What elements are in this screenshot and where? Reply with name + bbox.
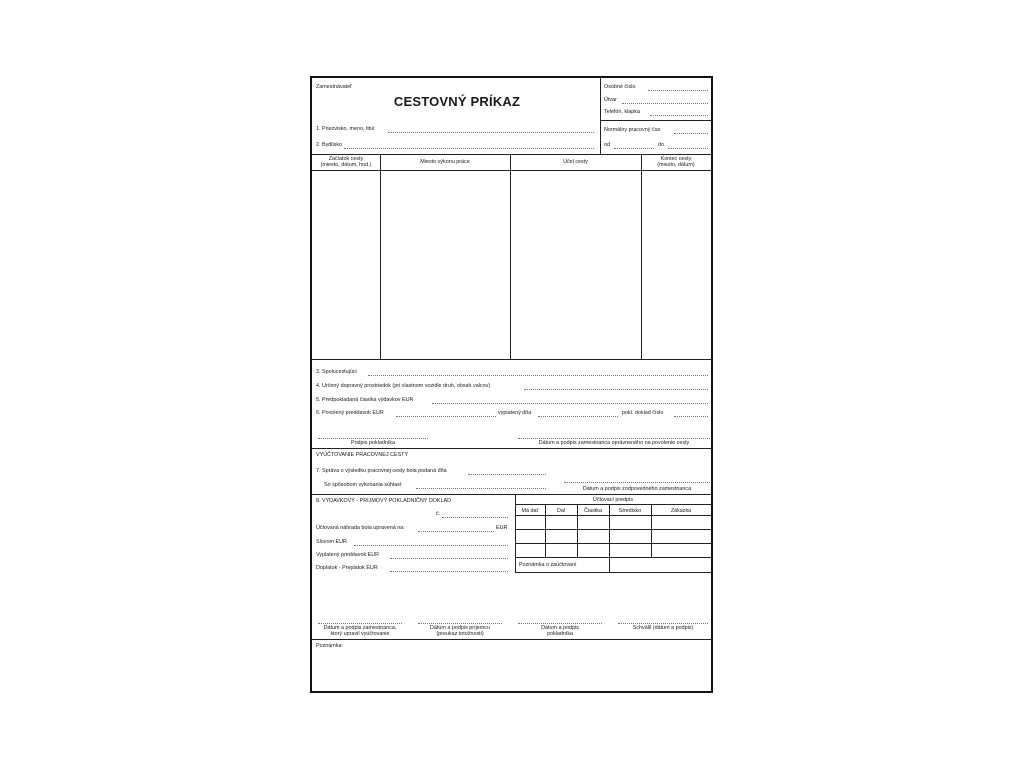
sig-2-line1: Dátum a podpis príjemcu — [430, 625, 490, 631]
authorized-signature-label: Dátum a podpis zamestnanca oprávneného na povolenie cesty — [538, 440, 690, 446]
in-words-label: Slovom EUR — [316, 539, 347, 545]
travel-order-form — [310, 76, 713, 693]
surcharge-label: Doplatok - Preplatok EUR — [316, 565, 378, 571]
acc-note-label: Poznámka o zaúčtovaní — [519, 562, 577, 568]
cash-doc-heading: 8. VÝDAVKOVÝ - PRÍJMOVÝ POKLADNIČNÝ DOKLAD — [316, 498, 451, 504]
trip-purpose-header: Účel cesty — [563, 159, 588, 165]
cash-doc-number-label: pokl. doklad číslo — [622, 410, 664, 416]
trip-start-cell[interactable] — [313, 171, 379, 358]
working-time-label: Normálny pracovný čas — [604, 127, 661, 133]
personal-number-label: Osobné číslo — [604, 84, 636, 90]
cashier-signature-line[interactable] — [318, 438, 428, 439]
field-3-line[interactable] — [368, 375, 708, 376]
trip-start-header: Začiatok cesty — [328, 156, 364, 162]
responsible-signature-label: Dátum a podpis zodpovedného zamestnanca — [582, 486, 692, 492]
sig-line-3[interactable] — [518, 623, 602, 624]
sig-line-1[interactable] — [318, 623, 402, 624]
paid-on-label: vyplatený dňa — [498, 410, 532, 416]
sig-3-line1: Dátum a podpis — [541, 625, 579, 631]
authorized-signature-line[interactable] — [518, 438, 710, 439]
field-4-label: 4. Určený dopravný prostriedok (pri vlastnom vozidle druh, obsah valcov) — [316, 383, 491, 389]
cash-doc-no-line[interactable] — [442, 517, 508, 518]
settled-label: Účtovaná náhrada bola upravená na: — [316, 525, 405, 531]
cash-doc-number-prefix: č. — [436, 511, 441, 517]
form-title: CESTOVNÝ PRÍKAZ — [393, 94, 521, 109]
from-label: od — [604, 142, 610, 148]
acc-row-5 — [515, 572, 711, 573]
note-top — [312, 639, 711, 640]
settled-line[interactable] — [418, 531, 494, 532]
advance-paid-line[interactable] — [390, 558, 508, 559]
field-5-line[interactable] — [432, 403, 708, 404]
header-divider — [600, 78, 601, 154]
note-area[interactable] — [313, 650, 710, 690]
sig-3-line2: pokladníka — [546, 631, 574, 637]
acc-col-amount: Čiastka — [584, 508, 602, 514]
field-6-label: 6. Povolený preddavok EUR — [316, 410, 384, 416]
responsible-signature-line[interactable] — [564, 482, 710, 483]
acc-col-center: Stredisko — [618, 508, 642, 514]
sig-1-line2: ktorý upravil vyúčtovanie — [330, 631, 390, 637]
acc-left-border — [515, 494, 516, 572]
work-place-header: Miesto výkonu práce — [420, 159, 470, 165]
trip-purpose-cell[interactable] — [511, 171, 640, 358]
field-4-line[interactable] — [524, 389, 708, 390]
to-label: do — [658, 142, 664, 148]
report-date-line[interactable] — [468, 474, 546, 475]
settled-eur: EUR — [496, 525, 508, 531]
trip-table-top — [312, 154, 711, 155]
sig-1-line1: Dátum a podpis zamestnanca, — [323, 625, 397, 631]
settlement-top — [312, 448, 711, 449]
cash-doc-top — [312, 494, 711, 495]
cash-doc-number-line[interactable] — [674, 416, 708, 417]
acc-col-sep-3 — [609, 504, 610, 572]
name-field-label: 1. Priezvisko, meno, titul — [316, 126, 375, 132]
name-field-line[interactable] — [388, 132, 594, 133]
trip-end-cell[interactable] — [642, 171, 710, 358]
header-right-sep — [600, 120, 711, 121]
department-line[interactable] — [622, 103, 708, 104]
trip-start-subheader: (miesto, dátum, hod.) — [320, 162, 372, 168]
paid-on-line[interactable] — [538, 416, 618, 417]
from-line[interactable] — [614, 148, 654, 149]
employer-label: Zamestnávateľ — [316, 84, 352, 90]
phone-line[interactable] — [650, 115, 708, 116]
advance-paid-label: Vyplatený preddavok EUR — [316, 552, 380, 558]
acc-col-credit: Dal — [556, 508, 566, 514]
residence-label: 2. Bydlisko — [316, 142, 343, 148]
acc-heading: Účtovací predpis — [592, 497, 634, 503]
working-time-line[interactable] — [674, 133, 708, 134]
note-label: Poznámka: — [316, 643, 343, 649]
method-label: So spôsobom vykonania súhlasí: — [324, 482, 403, 488]
acc-col-order: Zákazka — [670, 508, 692, 514]
to-line[interactable] — [668, 148, 708, 149]
cashier-signature-label: Podpis pokladníka — [350, 440, 396, 446]
trip-table-bottom — [312, 359, 711, 360]
sig-line-4[interactable] — [618, 623, 708, 624]
report-label: 7. Správa o výsledku pracovnej cesty bola podaná dňa — [316, 468, 447, 474]
personal-number-line[interactable] — [648, 90, 708, 91]
acc-row-4 — [515, 557, 711, 558]
settlement-heading: VYÚČTOVANIE PRACOVNEJ CESTY — [316, 452, 409, 458]
field-6-line[interactable] — [396, 416, 496, 417]
work-place-cell[interactable] — [381, 171, 509, 358]
sig-4-line1: Schválil (dátum a podpis) — [632, 625, 694, 631]
sig-2-line2: (preukaz totožnosti) — [436, 631, 484, 637]
field-3-label: 3. Spolucestujúci — [316, 369, 357, 375]
trip-end-subheader: (miesto, dátum) — [657, 162, 695, 168]
surcharge-line[interactable] — [390, 571, 508, 572]
in-words-line[interactable] — [354, 545, 508, 546]
field-5-label: 5. Predpokladaná čiastka výdavkov EUR — [316, 397, 414, 403]
phone-label: Telefón, klapka — [604, 109, 640, 115]
residence-field-line[interactable] — [344, 148, 594, 149]
department-label: Útvar — [604, 97, 617, 103]
method-line[interactable] — [416, 488, 546, 489]
trip-end-header: Koniec cesty — [660, 156, 692, 162]
acc-col-debit: Má dať — [521, 508, 539, 514]
sig-line-2[interactable] — [418, 623, 502, 624]
